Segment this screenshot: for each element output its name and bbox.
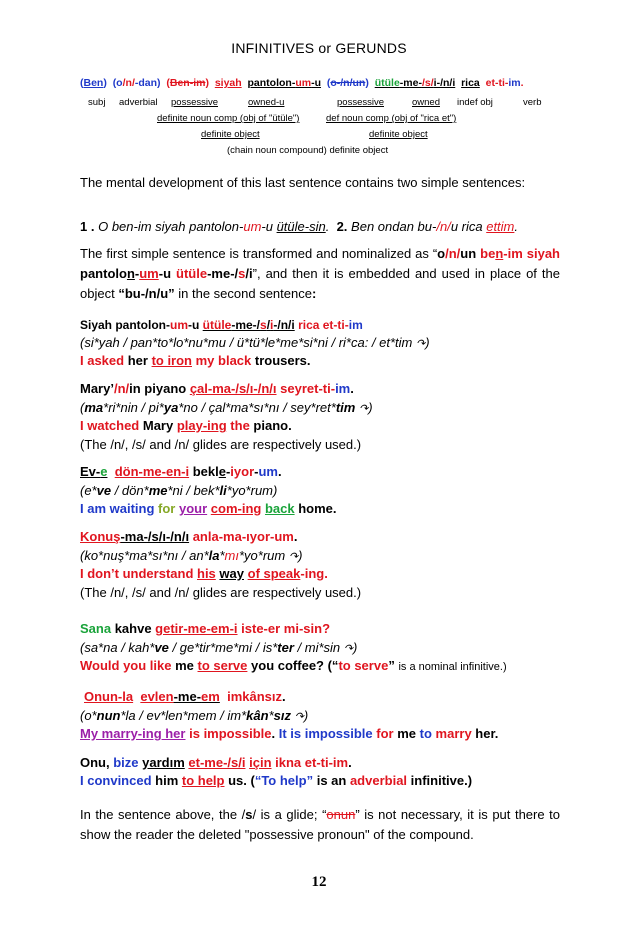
label-adverbial: adverbial	[119, 97, 158, 108]
paragraph-transformation: The first simple sentence is transformed and nominalized as “o/n/un ben-im siyah pantolon-um-u ütüle-me-/s/i”, and then it is embedded and used in place of the object “bu-/n/u” in the second sentence:	[80, 246, 560, 301]
example-3-turkish: Ev-e dön-me-en-i bekle-iyor-um.	[80, 464, 282, 479]
paragraph-intro: The mental development of this last sentence contains two simple sentences:	[80, 175, 526, 190]
analysis-header-line	[80, 77, 524, 89]
label-def-noun-comp-1: definite noun comp (obj of "ütüle")	[157, 113, 300, 124]
example-3-english: I am waiting for your com-ing back home.	[80, 501, 337, 516]
example-4-note: (The /n/, /s/ and /n/ glides are respectively used.)	[80, 585, 362, 600]
example-6-pronunciation: (o*nun*la / ev*len*mem / im*kân*sız ↷)	[80, 708, 309, 723]
label-definite-object-2: definite object	[369, 129, 428, 140]
header-word: (o-/n/un)	[326, 77, 369, 89]
label-possessive-1: possessive owned-u	[171, 97, 285, 108]
label-verb: verb	[523, 97, 542, 108]
header-word: pantolon-um-u	[247, 77, 322, 89]
example-2-note: (The /n/, /s/ and /n/ glides are respectively used.)	[80, 437, 362, 452]
label-definite-object-1: definite object	[201, 129, 260, 140]
two-sentences-line: 1 . O ben-im siyah pantolon-um-u ütüle-sin. 2. Ben ondan bu-/n/u rica ettim.	[80, 219, 519, 234]
label-chain-noun-compound: (chain noun compound) definite object	[227, 145, 389, 156]
page-number: 12	[311, 874, 327, 890]
example-2-english: I watched Mary play-ing the piano.	[80, 418, 292, 433]
example-4-turkish: Konuş-ma-/s/ı-/n/ı anla-ma-ıyor-um.	[80, 529, 298, 544]
simple-sentence-2: Ben ondan bu-/n/u rica ettim.	[351, 219, 519, 234]
paragraph-glide-note: In the sentence above, the /s/ is a glide; “onun” is not necessary, it is put there to show the reader the deleted "possessive pronoun" of the compound.	[80, 807, 561, 842]
example-6-english: My marry-ing her is impossible. It is impossible for me to marry her.	[80, 726, 499, 741]
simple-sentence-1: O ben-im siyah pantolon-um-u ütüle-sin.	[98, 219, 330, 234]
label-def-noun-comp-2: def noun comp (obj of "rica et")	[326, 113, 457, 124]
header-word: ütüle-me-/s/i-/n/i	[374, 77, 456, 89]
example-2-pronunciation: (ma*ri*nin / pi*ya*no / çal*ma*sı*nı / sey*ret*tim ↷)	[80, 400, 373, 415]
example-4-english: I don’t understand his way of speak-ing.	[80, 566, 328, 581]
header-word: et-ti-im.	[485, 77, 524, 89]
example-7-english: I convinced him to help us. (“To help” is an adverbial infinitive.)	[80, 773, 473, 788]
header-word: siyah	[214, 77, 242, 89]
label-subj: subj	[88, 97, 106, 108]
label-possessive-2: possessive owned	[337, 97, 440, 108]
example-5-turkish: Sana kahve getir-me-em-i iste-er mi-sin?	[80, 621, 331, 636]
example-1-english: I asked her to iron my black trousers.	[80, 353, 311, 368]
example-3-pronunciation: (e*ve / dön*me*ni / bek*li*yo*rum)	[80, 483, 278, 498]
example-2-turkish: Mary’/n/in piyano çal-ma-/s/ı-/n/ı seyret-ti-im.	[80, 381, 354, 396]
example-7-turkish: Onu, bize yardım et-me-/s/i için ikna et-ti-im.	[80, 755, 352, 770]
example-5-english: Would you like me to serve you coffee? (“to serve” is a nominal infinitive.)	[80, 658, 507, 673]
header-word: (Ben)	[80, 77, 107, 89]
label-indef-obj: indef obj	[457, 97, 493, 108]
example-5-pronunciation: (sa*na / kah*ve / ge*tir*me*mi / is*ter / mi*sin ↷)	[80, 640, 358, 655]
example-1-pronunciation: (si*yah / pan*to*lo*nu*mu / ü*tü*le*me*si*ni / ri*ca: / et*tim ↷)	[80, 335, 430, 350]
header-word: (o/n/-dan)	[112, 77, 161, 89]
header-word: rica	[461, 77, 480, 89]
page-title: INFINITIVES or GERUNDS	[231, 40, 407, 56]
example-4-pronunciation: (ko*nuş*ma*sı*nı / an*la*mı*yo*rum ↷)	[80, 548, 303, 563]
example-1-turkish: Siyah pantolon-um-u ütüle-me-/s/i-/n/i rica et-ti-im	[80, 318, 363, 332]
example-6-turkish: Onun-la evlen-me-em imkânsız.	[84, 689, 286, 704]
header-word: (Ben-im)	[166, 77, 209, 89]
